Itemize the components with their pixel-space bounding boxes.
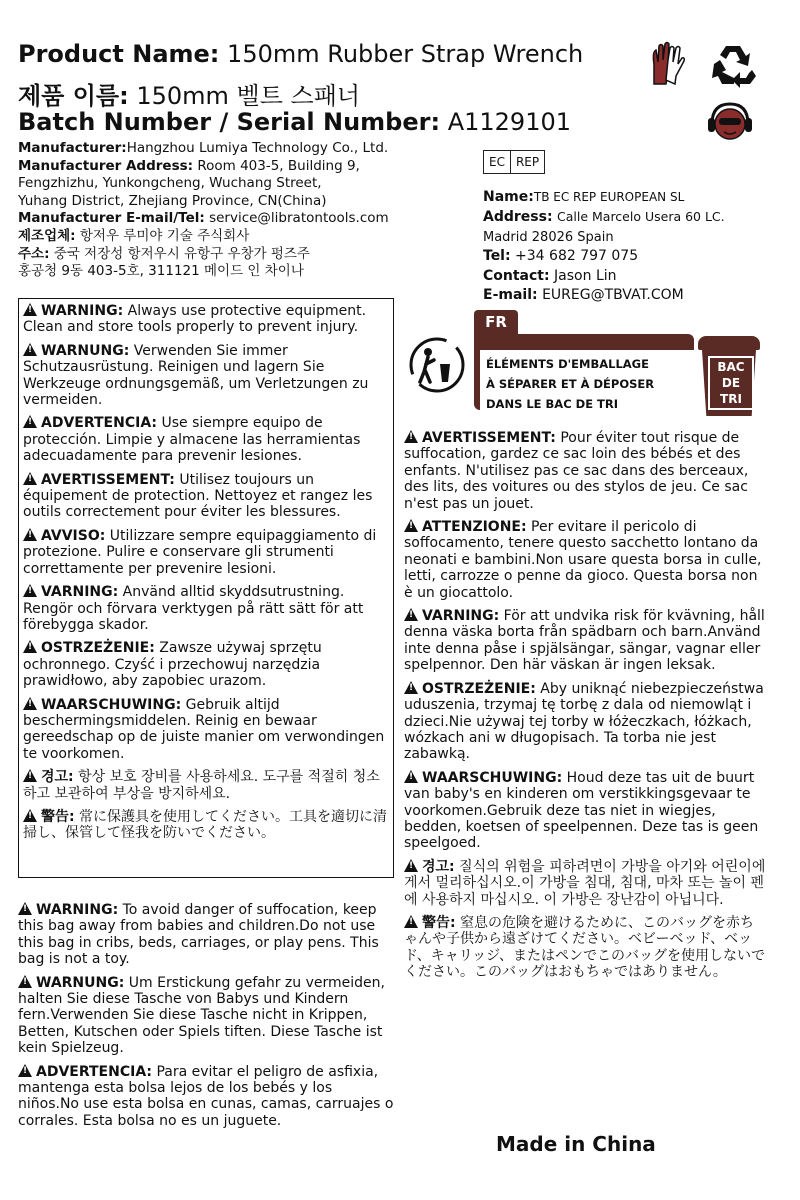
warning-label: 警告:	[422, 914, 456, 931]
manufacturer-email-label: Manufacturer E-mail/Tel:	[18, 210, 205, 227]
warning-label: VARNING:	[422, 608, 500, 625]
gloves-icon	[648, 40, 688, 86]
bag-warnings-right	[404, 430, 766, 988]
warning-triangle-icon	[404, 608, 418, 621]
warning-text: To avoid danger of suffocation, keep this bag away from babies and children.Do not use this bag in cribs, beds, carriages, or play pens. This bag is not a toy.	[18, 902, 379, 968]
warning-triangle-icon	[404, 859, 418, 872]
product-name-kr-line	[18, 76, 360, 111]
warning-text: Pour éviter tout risque de suffocation, gardez ce sac loin des bébés et des enfants. N'utilisez pas ce sac dans des berceaux, des lits, des voitures ou des stylos de jeu. Ce sac n'est pas un jouet.	[404, 430, 749, 512]
warning-triangle-icon	[23, 303, 37, 316]
ec-rep-contact-label: Contact:	[483, 267, 550, 284]
ec-rep-tel-value: +34 682 797 075	[515, 248, 639, 265]
warning-triangle-icon	[404, 681, 418, 694]
product-name-line	[18, 40, 583, 68]
sorting-line2: À SÉPARER ET À DÉPOSER	[486, 377, 655, 391]
ec-rep-box-ec: EC	[484, 151, 511, 173]
bag-warnings-left	[18, 902, 394, 1136]
warning-paragraph	[404, 519, 766, 601]
bin-line3: TRI	[720, 392, 742, 406]
warning-paragraph	[23, 809, 389, 842]
tool-warnings-box	[18, 298, 394, 878]
warning-label: WAARSCHUWING:	[422, 769, 563, 786]
warning-text: 질식의 위험을 피하려면이 가방을 아기와 어린이에게서 멀리하십시오.이 가방을 침대, 침대, 마차 또는 놀이 펜에 사용하지 마십시오. 이 가방은 장난감이 아닙니다.	[404, 858, 766, 908]
made-in-label: Made in China	[496, 1132, 656, 1156]
ec-rep-address-label: Address:	[483, 209, 553, 226]
warning-label: WARNING:	[41, 303, 124, 319]
product-name-value: 150mm Rubber Strap Wrench	[227, 40, 584, 68]
warning-triangle-icon	[23, 697, 37, 710]
warning-paragraph	[404, 430, 766, 512]
warning-text: Gebruik altijd beschermingsmiddelen. Reinig en bewaar gereedschap op de juiste manier om verwondingen te voorkomen.	[23, 696, 385, 762]
warning-paragraph	[23, 528, 389, 577]
warning-text: Använd alltid skyddsutrustning. Rengör och förvara verktygen på rätt sätt för att förebygga skador.	[23, 584, 364, 633]
sorting-line3: DANS LE BAC DE TRI	[486, 397, 619, 411]
ec-rep-tel-label: Tel:	[483, 248, 511, 265]
manufacturer-value: Hangzhou Lumiya Technology Co., Ltd.	[126, 140, 389, 156]
warning-triangle-icon	[23, 528, 37, 541]
warning-label: OSTRZEŻENIE:	[422, 680, 536, 697]
warning-triangle-icon	[23, 769, 37, 782]
product-name-label: Product Name:	[18, 40, 220, 68]
warning-triangle-icon	[404, 770, 418, 783]
warning-triangle-icon	[23, 809, 37, 822]
product-name-kr-value: 150mm 벨트 스패너	[136, 82, 361, 110]
warning-text: Aby uniknąć niebezpieczeństwa uduszenia, trzymaj tę torbę z dala od niemowląt i dzieci.Nie używaj tej torby w łóżeczkach, łóżkach, wózkach ani w długopisach. Ta torba nie jest zabawką.	[404, 680, 764, 763]
manufacturer-address-label: Manufacturer Address:	[18, 157, 194, 174]
manufacturer-address-line2: Fengzhizhu, Yunkongcheng, Wuchang Street,	[18, 175, 322, 192]
warning-label: AVVISO:	[41, 527, 106, 544]
warning-triangle-icon	[404, 915, 418, 928]
warning-paragraph	[404, 770, 766, 852]
warning-triangle-icon	[18, 1064, 32, 1077]
ec-rep-box-rep: REP	[515, 155, 540, 169]
warning-label: WAARSCHUWING:	[41, 696, 182, 713]
warning-triangle-icon	[23, 584, 37, 597]
ear-eye-protection-icon	[706, 100, 754, 142]
warning-label: ADVERTENCIA:	[36, 1063, 153, 1080]
manufacturer-kr-value: 항저우 루미야 기술 주식회사	[79, 227, 250, 244]
warning-paragraph	[404, 681, 766, 763]
warning-paragraph	[23, 584, 389, 633]
warning-triangle-icon	[404, 430, 418, 443]
ec-rep-email-label: E-mail:	[483, 287, 538, 304]
ec-rep-address-line2: Madrid 28026 Spain	[483, 229, 614, 245]
manufacturer-address-line3: Yuhang District, Zhejiang Province, CN(China)	[18, 192, 327, 209]
warning-text: 항상 보호 장비를 사용하세요. 도구를 적절히 청소하고 보관하여 부상을 방지하세요.	[23, 769, 380, 802]
address-kr-label: 주소:	[18, 245, 50, 262]
warning-text: För att undvika risk för kvävning, håll denna väska borta från spädbarn och barn.Använd inte denna påse i spjälsängar, sängar, vagnar eller spelpennor. Den här väskan är ingen leksak.	[404, 608, 765, 674]
batch-label: Batch Number / Serial Number:	[18, 108, 441, 136]
warning-paragraph	[404, 859, 766, 908]
warning-text: Houd deze tas uit de buurt van baby's en kinderen om verstikkingsgevaar te voorkomen.Gebruik deze tas niet in wiegjes, bedden, koetsen of speelpennen. Deze tas is geen speelgoed.	[404, 769, 759, 852]
ec-rep-contact-value: Jason Lin	[554, 267, 617, 284]
bin-line2: DE	[721, 376, 741, 390]
warning-label: VARNING:	[41, 584, 119, 601]
warning-label: ADVERTENCIA:	[41, 415, 158, 432]
warning-text: 窒息の危険を避けるために、このバッグを赤ちゃんや子供から遠ざけてください。ベビーベッド、ベッド、キャリッジ、またはペンでこのバッグを使用しないでください。このバッグはおもちゃではありません。	[404, 914, 766, 981]
ec-rep-name-label: Name:	[483, 189, 534, 205]
ec-rep-block	[483, 188, 783, 305]
warning-triangle-icon	[23, 343, 37, 356]
warning-paragraph	[18, 975, 394, 1057]
warning-triangle-icon	[23, 415, 37, 428]
product-name-kr-label: 제품 이름:	[18, 82, 129, 110]
warning-text: Verwenden Sie immer Schutzausrüstung. Reinigen und lagern Sie Werkzeuge ordnungsgemäß, um Verletzungen zu vermeiden.	[23, 342, 369, 409]
warning-text: Um Erstickung gefahr zu vermeiden, halten Sie diese Tasche von Babys und Kindern fern.Verwenden Sie diese Tasche nicht in Krippen, Betten, Kutschen oder Spiels tiften. Diese Tasche ist kein Spielzeug.	[18, 974, 385, 1057]
warning-paragraph	[18, 902, 394, 968]
bin-line1: BAC	[717, 360, 745, 374]
warning-triangle-icon	[23, 640, 37, 653]
warning-label: AVERTISSEMENT:	[41, 471, 175, 488]
triman-block	[406, 310, 768, 422]
address-kr-line2: 홍공청 9동 403-5호, 311121 메이드 인 차이나	[18, 263, 304, 280]
warning-label: WARNUNG:	[36, 974, 125, 991]
ec-rep-symbol	[483, 150, 545, 174]
warning-label: 警告:	[41, 808, 75, 825]
warning-text: Always use protective equipment. Clean and store tools properly to prevent injury.	[23, 303, 367, 336]
warning-label: AVERTISSEMENT:	[422, 430, 556, 446]
warning-paragraph	[23, 472, 389, 521]
batch-value: A1129101	[447, 108, 572, 136]
manufacturer-address-line1: Room 403-5, Building 9,	[197, 157, 360, 174]
warning-label: WARNUNG:	[41, 342, 130, 359]
triman-icon	[406, 334, 468, 396]
warning-text: Utilisez toujours un équipement de protection. Nettoyez et rangez les outils correctement pour éviter les blessures.	[23, 471, 373, 521]
sorting-bin-icon	[698, 336, 760, 416]
manufacturer-block	[18, 140, 468, 281]
warning-paragraph	[23, 343, 389, 409]
warning-paragraph	[23, 415, 389, 464]
warning-label: ATTENZIONE:	[422, 519, 527, 536]
warning-paragraph	[404, 608, 766, 674]
ec-rep-address-line1: Calle Marcelo Usera 60 LC.	[557, 209, 725, 225]
manufacturer-email-value: service@libratontools.com	[209, 210, 389, 227]
recycle-icon	[708, 42, 758, 88]
manufacturer-kr-label: 제조업체:	[18, 227, 76, 244]
warning-text: 常に保護具を使用してください。工具を適切に清掃し、保管して怪我を防いでください。	[23, 808, 388, 842]
warning-paragraph	[18, 1064, 394, 1130]
warning-paragraph	[23, 640, 389, 689]
warning-text: Zawsze używaj sprzętu ochronnego. Czyść i przechowuj narzędzia prawidłowo, aby zapobiec urazom.	[23, 640, 322, 690]
warning-text: Para evitar el peligro de asfixia, mantenga esta bolsa lejos de los bebés y los niños.No use esta bolsa en cunas, camas, carruajes o corrales. Esta bolsa no es un juguete.	[18, 1063, 394, 1129]
fr-tab: FR	[474, 310, 518, 334]
warning-triangle-icon	[18, 975, 32, 988]
ec-rep-name-value: TB EC REP EUROPEAN SL	[533, 190, 685, 204]
warning-label: WARNING:	[36, 902, 119, 918]
warning-paragraph	[23, 303, 389, 336]
warning-label: 경고:	[422, 858, 455, 875]
warning-text: Per evitare il pericolo di soffocamento, tenere questo sacchetto lontano da neonati e bambini.Non usare questa borsa in culle, letti, carrozze o penne da gioco. Questa borsa non è un giocattolo.	[404, 519, 762, 601]
warning-paragraph	[23, 769, 389, 802]
manufacturer-label: Manufacturer:	[18, 140, 127, 156]
warning-paragraph	[404, 915, 766, 981]
warning-triangle-icon	[23, 472, 37, 485]
warning-label: 경고:	[41, 769, 74, 786]
warning-text: Use siempre equipo de protección. Limpie y almacene las herramientas adecuadamente para prevenir lesiones.	[23, 415, 361, 465]
address-kr-line1: 중국 저장성 항저우시 유항구 우창가 펑즈주	[53, 245, 310, 262]
ec-rep-email-value: EUREG@TBVAT.COM	[542, 287, 684, 304]
warning-paragraph	[23, 697, 389, 763]
batch-line	[18, 108, 571, 136]
warning-text: Utilizzare sempre equipaggiamento di protezione. Pulire e conservare gli strumenti correttamente per prevenire lesioni.	[23, 527, 377, 577]
sorting-line1: ÉLÉMENTS D'EMBALLAGE	[486, 357, 649, 371]
warning-triangle-icon	[404, 519, 418, 532]
warning-label: OSTRZEŻENIE:	[41, 640, 155, 657]
sorting-text	[480, 350, 702, 418]
warning-triangle-icon	[18, 902, 32, 915]
